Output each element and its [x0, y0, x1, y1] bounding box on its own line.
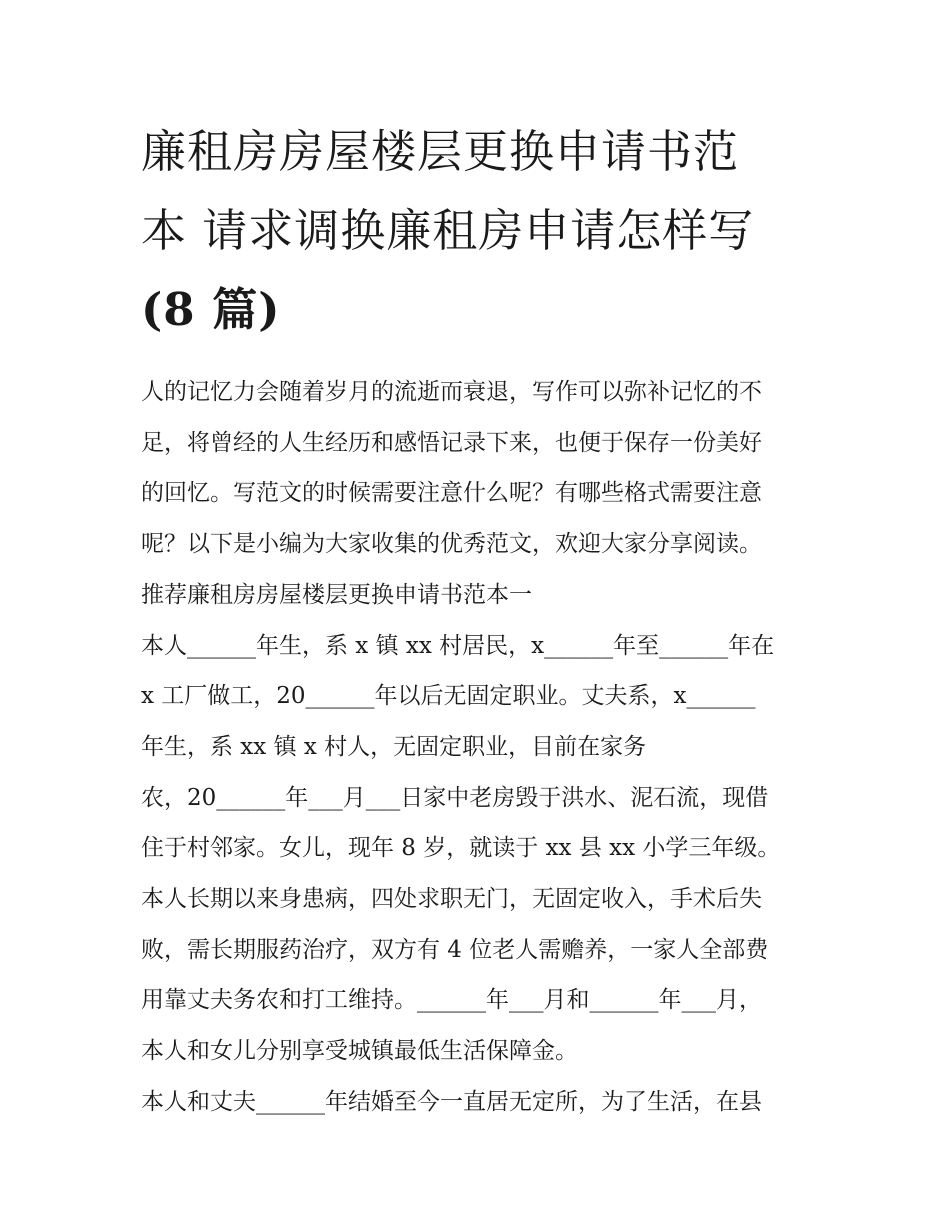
paragraph-3 — [141, 1077, 821, 1128]
title-line-1: 廉租房房屋楼层更换申请书范 — [141, 125, 740, 178]
para1-line-2: x 工厂做工，20______年以后无固定职业。丈夫系，x______ — [141, 683, 756, 710]
title-line-2: 本 请求调换廉租房申请怎样写 — [141, 204, 755, 257]
title-line-3: (8 篇) — [141, 283, 281, 336]
intro-line-2: 足，将曾经的人生经历和感悟记录下来，也便于保存一份美好 — [141, 429, 762, 456]
para2-line-3: 用靠丈夫务农和打工维持。______年___月和______年___月， — [141, 987, 762, 1014]
document-body — [141, 367, 821, 1128]
section-heading-text: 推荐廉租房房屋楼层更换申请书范本一 — [141, 581, 532, 608]
para1-line-1: 本人______年生，系 x 镇 xx 村居民，x______年至______年在 — [141, 632, 775, 659]
document-title — [141, 112, 821, 349]
para2-line-4: 本人和女儿分别享受城镇最低生活保障金。 — [141, 1038, 578, 1065]
document-page — [141, 112, 821, 1128]
section-heading — [141, 570, 821, 621]
para2-line-2: 败，需长期服药治疗，双方有 4 位老人需赡养，一家人全部费 — [141, 936, 769, 963]
intro-line-1: 人的记忆力会随着岁月的流逝而衰退，写作可以弥补记忆的不 — [141, 379, 762, 405]
para1-line-3: 年生，系 xx 镇 x 村人，无固定职业，目前在家务 — [141, 733, 647, 760]
para1-line-4: 农，20______年___月___日家中老房毁于洪水、泥石流，现借 — [141, 784, 769, 811]
para1-line-5: 住于村邻家。女儿，现年 8 岁，就读于 xx 县 xx 小学三年级。 — [141, 835, 781, 862]
intro-line-3: 的回忆。写范文的时候需要注意什么呢？有哪些格式需要注意 — [141, 480, 762, 507]
paragraph-1 — [141, 621, 821, 875]
intro-paragraph — [141, 367, 821, 570]
intro-line-4: 呢？以下是小编为大家收集的优秀范文，欢迎大家分享阅读。 — [141, 531, 762, 558]
para2-line-1: 本人长期以来身患病，四处求职无门，无固定收入，手术后失 — [141, 886, 762, 913]
paragraph-2 — [141, 874, 821, 1077]
para3-line-1: 本人和丈夫______年结婚至今一直居无定所，为了生活，在县 — [141, 1088, 762, 1115]
